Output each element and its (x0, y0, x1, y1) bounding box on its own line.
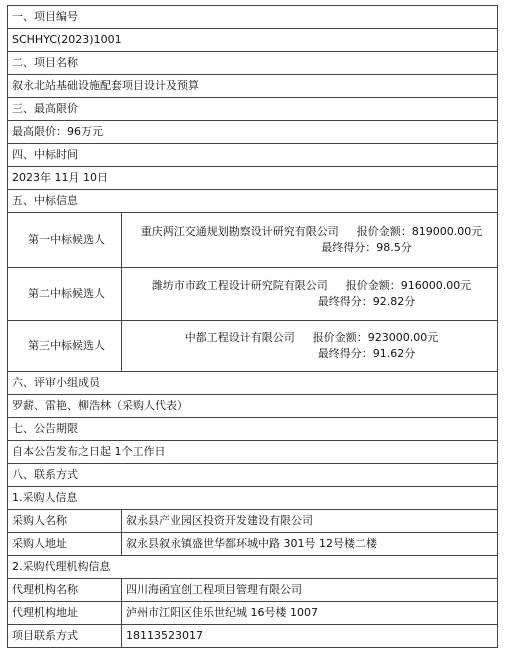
purchaser-info-heading: 1.采购人信息 (8, 487, 498, 510)
purchaser-name: 叙永县产业园区投资开发建设有限公司 (122, 510, 498, 533)
award-date: 2023年 11月 10日 (8, 167, 498, 190)
candidate-2-info (122, 268, 498, 321)
agency-name: 四川海函宜创工程项目管理有限公司 (122, 579, 498, 602)
section-max-price-heading: 三、最高限价 (8, 98, 498, 121)
candidate-1-info (122, 213, 498, 268)
section-project-name-heading: 二、项目名称 (8, 52, 498, 75)
section-award-info-heading: 五、中标信息 (8, 190, 498, 213)
section-contact-heading: 八、联系方式 (8, 464, 498, 487)
project-name: 叙永北站基础设施配套项目设计及预算 (8, 75, 498, 98)
candidate-1-label: 第一中标候选人 (8, 213, 122, 268)
candidate-3-amount: 报价金额：923000.00元 (312, 331, 439, 344)
candidate-1-score: 最终得分：98.5分 (321, 241, 412, 254)
candidate-3-company: 中都工程设计有限公司 (184, 331, 295, 344)
panel-members: 罗薪、雷艳、柳浩林（采购人代表） (8, 395, 498, 418)
agency-info-heading: 2.采购代理机构信息 (8, 556, 498, 579)
candidate-1-company: 重庆两江交通规划勘察设计研究有限公司 (140, 225, 339, 238)
contact-phone: 18113523017 (122, 625, 498, 648)
agency-name-label: 代理机构名称 (8, 579, 122, 602)
max-price: 最高限价：96万元 (8, 121, 498, 144)
purchaser-address-label: 采购人地址 (8, 533, 122, 556)
section-project-number-heading: 一、项目编号 (8, 6, 498, 29)
award-notice-table (7, 5, 498, 648)
agency-address: 泸州市江阳区佳乐世纪城 16号楼 1007 (122, 602, 498, 625)
section-notice-period-heading: 七、公告期限 (8, 418, 498, 441)
candidate-2-score: 最终得分：92.82分 (317, 295, 416, 308)
section-award-date-heading: 四、中标时间 (8, 144, 498, 167)
candidate-2-amount: 报价金额：916000.00元 (345, 279, 472, 292)
candidate-3-score: 最终得分：91.62分 (317, 347, 416, 360)
section-panel-heading: 六、评审小组成员 (8, 372, 498, 395)
candidate-2-label: 第二中标候选人 (8, 268, 122, 321)
agency-address-label: 代理机构地址 (8, 602, 122, 625)
project-number: SCHHYC(2023)1001 (8, 29, 498, 52)
purchaser-address: 叙永县叙永镇盛世华都环城中路 301号 12号楼二楼 (122, 533, 498, 556)
notice-period: 自本公告发布之日起 1个工作日 (8, 441, 498, 464)
candidate-3-info (122, 321, 498, 372)
candidate-2-company: 潍坊市市政工程设计研究院有限公司 (151, 279, 328, 292)
purchaser-name-label: 采购人名称 (8, 510, 122, 533)
contact-phone-label: 项目联系方式 (8, 625, 122, 648)
candidate-1-amount: 报价金额：819000.00元 (356, 225, 483, 238)
candidate-3-label: 第三中标候选人 (8, 321, 122, 372)
